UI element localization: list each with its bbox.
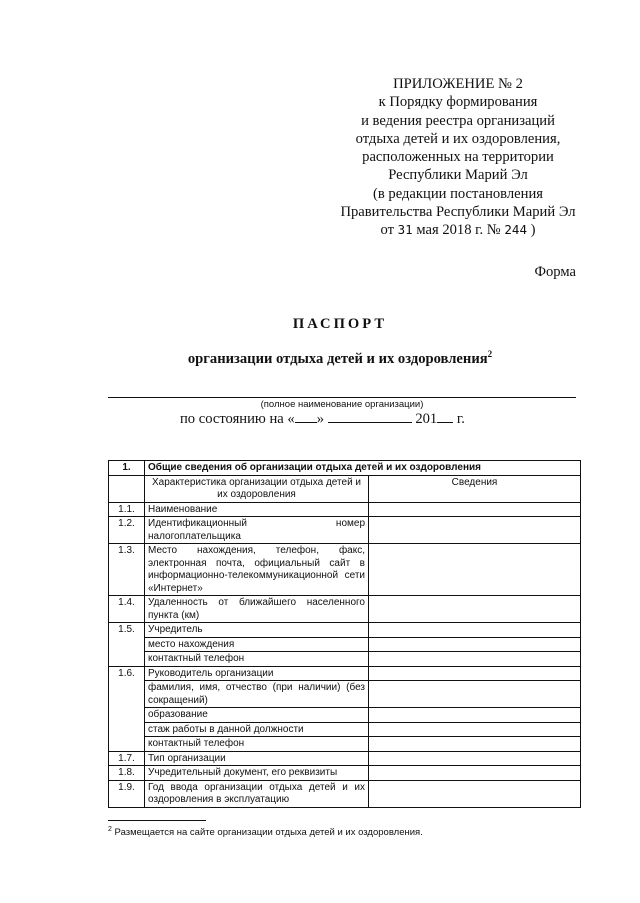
asof-mid: » xyxy=(316,411,324,427)
appendix-line: отдыха детей и их оздоровления, xyxy=(355,130,561,147)
appendix-date-line xyxy=(318,221,598,239)
table-row xyxy=(109,666,581,681)
column-characteristic: Характеристика организации отдыха детей и их оздоровления xyxy=(145,475,369,502)
asof-prefix: по состоянию на « xyxy=(180,411,295,427)
info-cell xyxy=(369,780,581,807)
section-number: 1. xyxy=(109,461,145,476)
appendix-line: Правительства Республики Марий Эл xyxy=(340,204,576,221)
column-header-row xyxy=(109,475,581,502)
empty-header-cell xyxy=(109,475,145,502)
table-row xyxy=(109,596,581,623)
info-cell xyxy=(369,666,581,681)
row-number: 1.6. xyxy=(109,666,145,751)
passport-table xyxy=(108,460,581,808)
section-title: Общие сведения об организации отдыха детей и их оздоровления xyxy=(145,461,581,476)
appendix-line: Республики Марий Эл xyxy=(388,167,528,184)
row-label: Год ввода организации отдыха детей и их оздоровления в эксплуатацию xyxy=(145,780,369,807)
appendix-line: ПРИЛОЖЕНИЕ № 2 xyxy=(393,76,523,92)
info-cell xyxy=(369,766,581,781)
appendix-line: и ведения реестра организаций xyxy=(361,112,555,129)
info-cell xyxy=(369,722,581,737)
table-row xyxy=(109,544,581,596)
form-label: Форма xyxy=(534,264,576,280)
table-row xyxy=(109,751,581,766)
row-number: 1.1. xyxy=(109,502,145,517)
row-label: контактный телефон xyxy=(145,737,369,752)
date-prefix: от xyxy=(380,222,394,239)
row-number: 1.2. xyxy=(109,517,145,544)
document-title: ПАСПОРТ xyxy=(292,316,388,332)
table-row xyxy=(109,502,581,517)
document-subtitle xyxy=(0,349,640,368)
section-header-row xyxy=(109,461,581,476)
row-number: 1.8. xyxy=(109,766,145,781)
row-number: 1.4. xyxy=(109,596,145,623)
info-cell xyxy=(369,737,581,752)
row-label: фамилия, имя, отчество (при наличии) (без сокращений) xyxy=(145,681,369,708)
organization-name-line xyxy=(108,397,576,398)
info-cell xyxy=(369,517,581,544)
table-subrow xyxy=(109,708,581,723)
row-number: 1.9. xyxy=(109,780,145,807)
row-label: Учредитель xyxy=(145,623,369,638)
info-cell xyxy=(369,623,581,638)
footnote xyxy=(108,826,423,838)
table-row xyxy=(109,780,581,807)
table-subrow xyxy=(109,637,581,652)
day-blank xyxy=(295,410,317,423)
row-label: образование xyxy=(145,708,369,723)
month-blank xyxy=(328,410,412,423)
table-subrow xyxy=(109,722,581,737)
column-info: Сведения xyxy=(369,475,581,502)
footnote-text: Размещается на сайте организации отдыха детей и их оздоровления. xyxy=(114,827,423,839)
row-label: контактный телефон xyxy=(145,652,369,667)
appendix-line: (в редакции постановления xyxy=(373,185,543,202)
subtitle-text: организации отдыха детей и их оздоровления xyxy=(187,350,488,367)
info-cell xyxy=(369,544,581,596)
asof-year: 201 xyxy=(415,411,438,427)
row-label: Место нахождения, телефон, факс, электронная почта, официальный сайт в информационно-телекоммуникационной сети «Интернет» xyxy=(145,544,369,596)
info-cell xyxy=(369,502,581,517)
row-label: Руководитель организации xyxy=(145,666,369,681)
date-day: 31 xyxy=(397,222,413,238)
organization-name-hint: (полное наименование организации) xyxy=(260,399,424,410)
appendix-header xyxy=(318,75,598,240)
appendix-line: к Порядку формирования xyxy=(378,94,538,111)
info-cell xyxy=(369,681,581,708)
appendix-line: расположенных на территории xyxy=(362,149,554,166)
table-row xyxy=(109,517,581,544)
date-number: 244 xyxy=(504,222,527,238)
row-label: Идентификационный номер налогоплательщика xyxy=(145,517,369,544)
info-cell xyxy=(369,596,581,623)
table-subrow xyxy=(109,737,581,752)
table-row xyxy=(109,766,581,781)
row-label: стаж работы в данной должности xyxy=(145,722,369,737)
info-cell xyxy=(369,708,581,723)
row-number: 1.3. xyxy=(109,544,145,596)
footnote-mark: 2 xyxy=(108,826,112,833)
date-rest: мая 2018 г. № xyxy=(416,222,501,239)
year-blank xyxy=(437,410,453,423)
as-of-date-line xyxy=(180,410,465,428)
asof-suffix: г. xyxy=(456,411,465,427)
info-cell xyxy=(369,751,581,766)
table-row xyxy=(109,623,581,638)
row-label: Наименование xyxy=(145,502,369,517)
row-label: Учредительный документ, его реквизиты xyxy=(145,766,369,781)
row-number: 1.7. xyxy=(109,751,145,766)
row-label: место нахождения xyxy=(145,637,369,652)
info-cell xyxy=(369,652,581,667)
footnote-ref: 2 xyxy=(487,349,493,359)
date-close: ) xyxy=(530,222,536,239)
footnote-separator xyxy=(108,820,206,821)
table-subrow xyxy=(109,681,581,708)
table-subrow xyxy=(109,652,581,667)
row-label: Тип организации xyxy=(145,751,369,766)
row-label: Удаленность от ближайшего населенного пункта (км) xyxy=(145,596,369,623)
info-cell xyxy=(369,637,581,652)
row-number: 1.5. xyxy=(109,623,145,667)
